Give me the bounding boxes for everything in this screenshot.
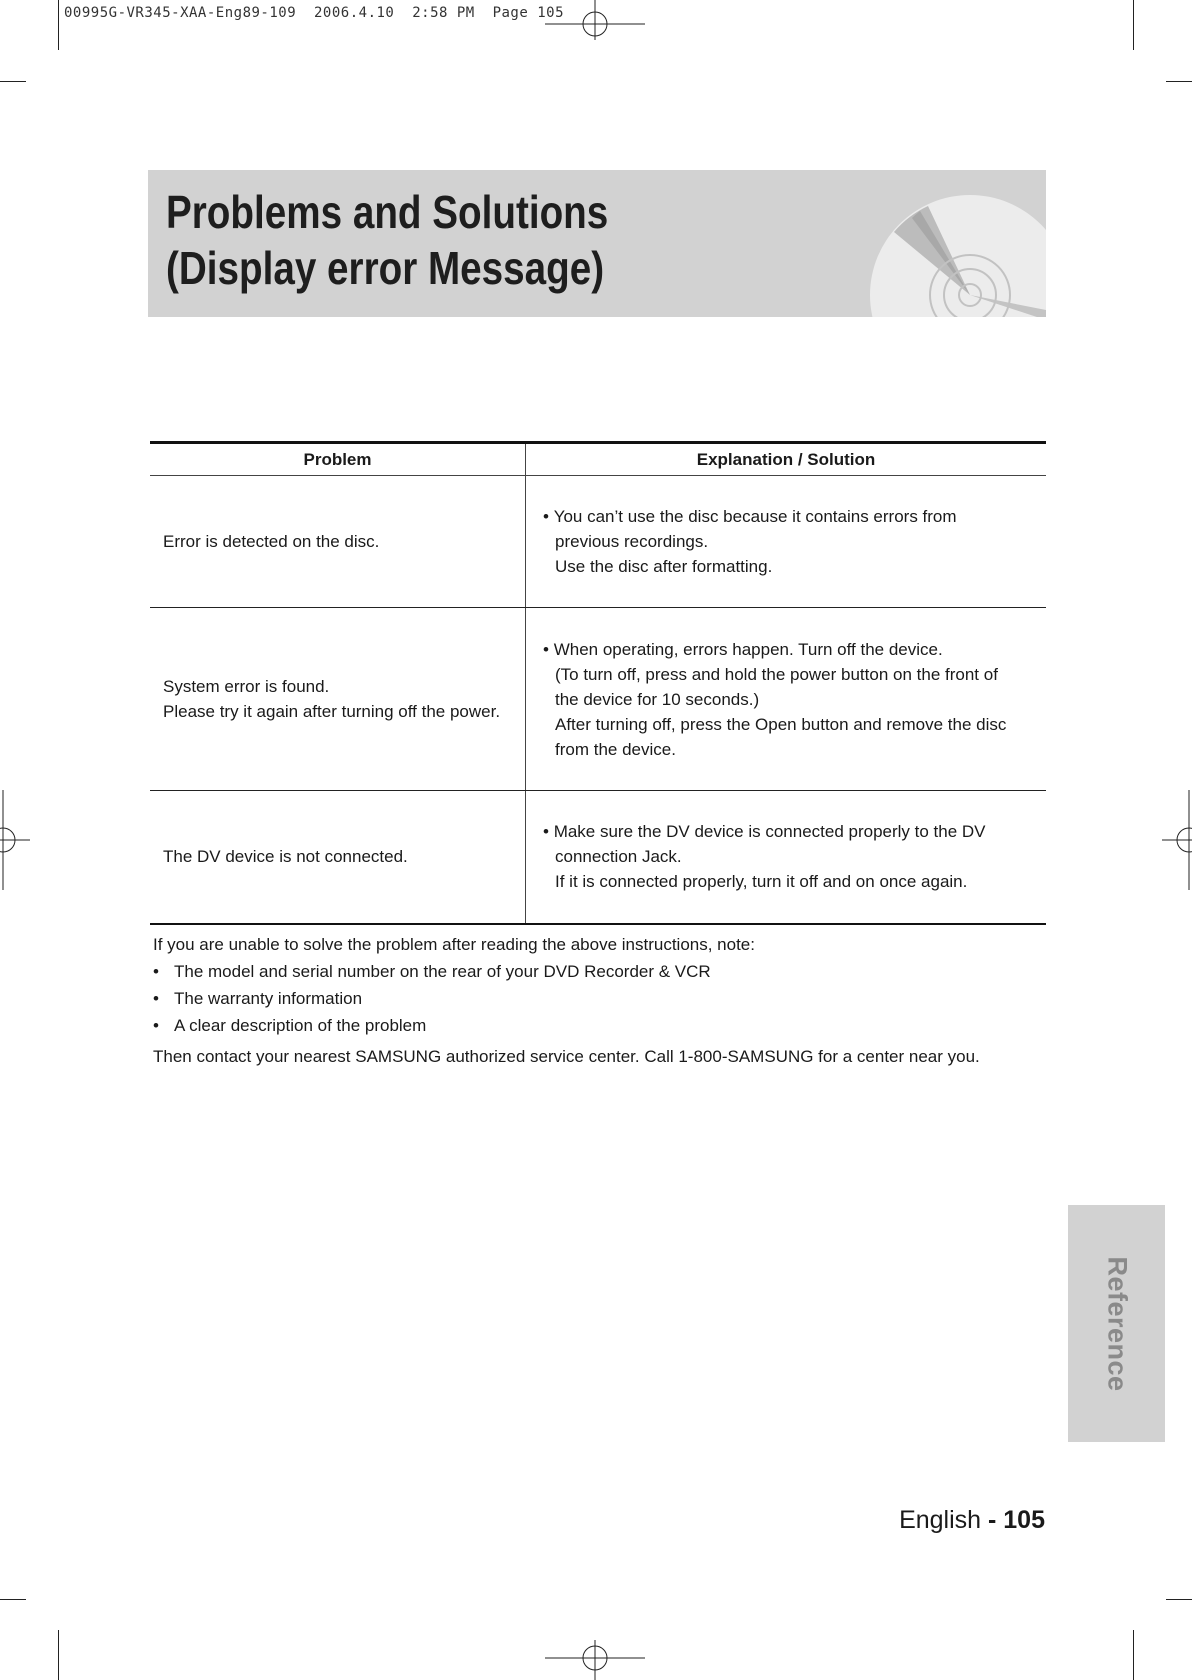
problem-text: Please try it again after turning off the power. xyxy=(163,702,501,721)
solution-line: Use the disc after formatting. xyxy=(555,557,773,576)
solution-line: from the device. xyxy=(555,739,676,759)
solution-line: (To turn off, press and hold the power button on the front of xyxy=(555,664,998,684)
solution-line: previous recordings. xyxy=(555,532,709,551)
column-header-problem: Problem xyxy=(150,443,526,476)
service-notes xyxy=(153,932,1053,1070)
page-title xyxy=(166,184,608,296)
solution-line: connection Jack. xyxy=(555,847,682,867)
crop-mark xyxy=(0,81,26,82)
footer-language: English xyxy=(899,1506,982,1534)
problem-cell xyxy=(150,791,526,924)
solution-bullet: • Make sure the DV device is connected properly to the DV xyxy=(543,819,1040,844)
page-number: 105 xyxy=(1003,1506,1045,1534)
crop-mark xyxy=(1166,81,1192,82)
table-row xyxy=(150,608,1046,791)
solution-cell xyxy=(526,476,1047,608)
registration-mark-right xyxy=(1162,790,1192,890)
print-slug: 00995G-VR345-XAA-Eng89-109 2006.4.10 2:58 PM Page 105 xyxy=(64,5,565,21)
list-item: • The warranty information xyxy=(153,985,1053,1012)
disc-icon xyxy=(866,170,1046,317)
page-footer xyxy=(899,1506,1045,1535)
crop-mark xyxy=(1133,1630,1134,1680)
registration-mark-bottom xyxy=(545,1640,645,1680)
solution-bullet: • You can’t use the disc because it contains errors from xyxy=(543,504,1040,529)
column-header-solution: Explanation / Solution xyxy=(526,443,1047,476)
table-row xyxy=(150,791,1046,924)
solution-cell xyxy=(526,608,1047,791)
crop-mark xyxy=(58,1630,59,1680)
page-title-line-1: Problems and Solutions xyxy=(166,186,609,238)
list-item: • The model and serial number on the rear of your DVD Recorder & VCR xyxy=(153,958,1053,985)
solution-line: the device for 10 seconds.) xyxy=(555,689,760,709)
solution-cell xyxy=(526,791,1047,924)
crop-mark xyxy=(58,0,59,50)
crop-mark xyxy=(1166,1599,1192,1600)
solution-line: After turning off, press the Open button and remove the disc xyxy=(555,714,1007,734)
problem-text: The DV device is not connected. xyxy=(163,847,408,867)
problem-text: System error is found. xyxy=(163,677,330,696)
solution-bullet: • When operating, errors happen. Turn off the device. xyxy=(543,637,1040,662)
solution-line: If it is connected properly, turn it off and on once again. xyxy=(555,872,968,892)
notes-outro: Then contact your nearest SAMSUNG authorized service center. Call 1-800-SAMSUNG for a center near you. xyxy=(153,1047,980,1066)
notes-list xyxy=(153,958,1053,1039)
notes-intro: If you are unable to solve the problem after reading the above instructions, note: xyxy=(153,935,755,954)
crop-mark xyxy=(0,1599,26,1600)
registration-mark-left xyxy=(0,790,30,890)
section-tab xyxy=(1068,1205,1165,1442)
page-title-line-2: (Display error Message) xyxy=(166,242,605,294)
troubleshooting-table xyxy=(150,441,1046,925)
list-item: • A clear description of the problem xyxy=(153,1012,1053,1039)
table-row xyxy=(150,476,1046,608)
section-tab-label: Reference xyxy=(1102,1255,1132,1392)
table-header-row xyxy=(150,443,1046,476)
problem-text: Error is detected on the disc. xyxy=(163,532,380,551)
footer-separator: - xyxy=(981,1506,1004,1534)
problem-cell xyxy=(150,608,526,791)
problem-cell xyxy=(150,476,526,608)
crop-mark xyxy=(1133,0,1134,50)
title-banner xyxy=(148,170,1046,317)
